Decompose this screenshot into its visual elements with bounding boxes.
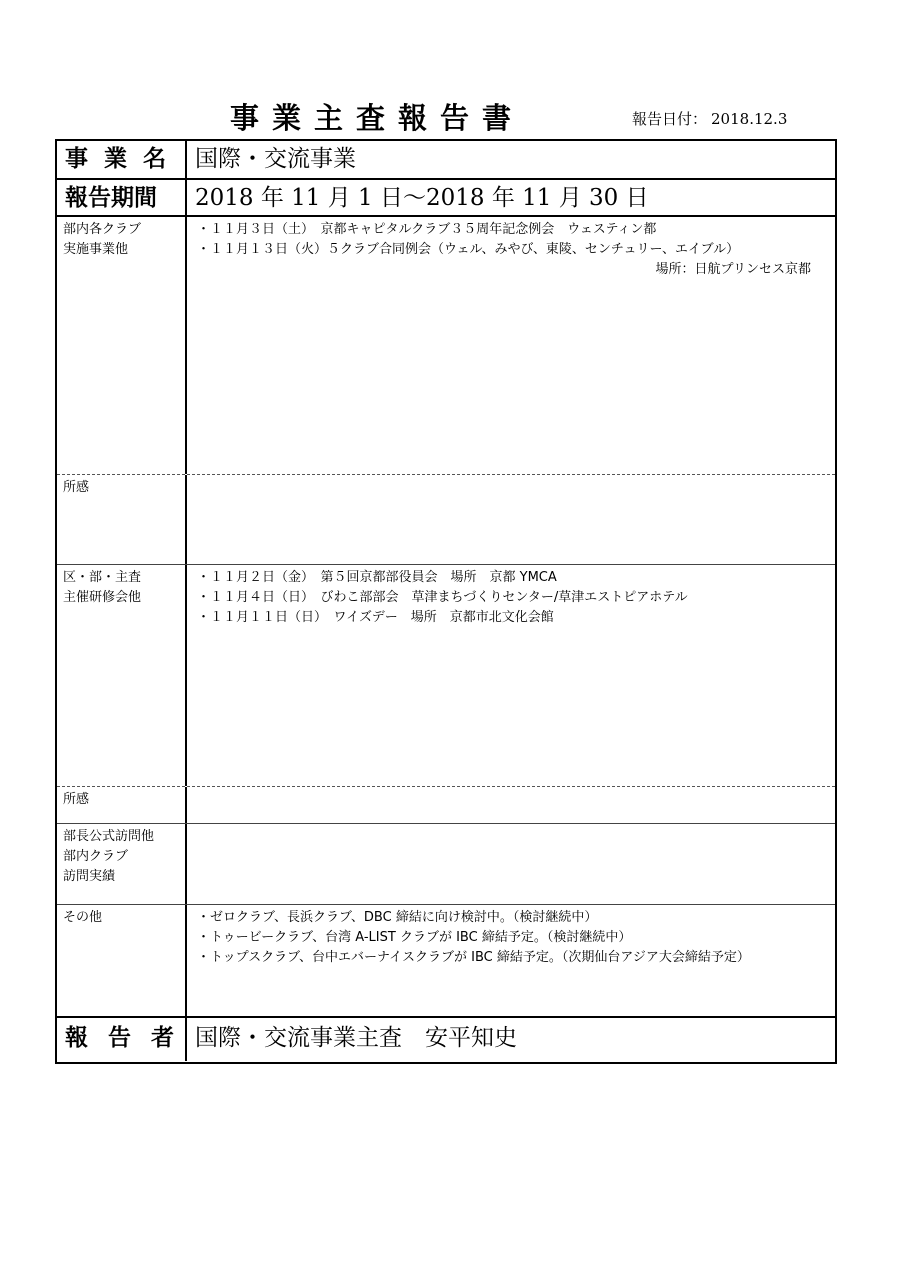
impression-label-2: 所感 (57, 787, 187, 823)
training-row (57, 565, 835, 787)
business-name-value: 国際・交流事業 (195, 146, 356, 172)
report-date-value: 2018.12.3 (711, 110, 788, 128)
other-content (187, 905, 835, 1016)
other-row (57, 905, 835, 1018)
reporter-row (57, 1018, 835, 1061)
visits-content (187, 824, 835, 904)
visits-row (57, 824, 835, 905)
period-row (57, 180, 835, 217)
report-form (55, 139, 837, 1064)
club-event-location: 場所：日航プリンセス京都 (655, 262, 811, 277)
club-events-content (187, 217, 835, 474)
business-name-label: 事業名 (57, 141, 187, 178)
period-value: 2018 年 11 月 1 日～2018 年 11 月 30 日 (195, 185, 649, 211)
club-events-label: 部内各クラブ 実施事業他 (57, 217, 187, 474)
club-events-row (57, 217, 835, 475)
impression-row-2 (57, 787, 835, 824)
impression-label-1: 所感 (57, 475, 187, 564)
visits-label: 部長公式訪問他 部内クラブ 訪問実績 (57, 824, 187, 904)
impression-row-1 (57, 475, 835, 565)
training-label: 区・部・主査 主催研修会他 (57, 565, 187, 786)
report-date-label: 報告日付： (632, 110, 708, 128)
business-name-row (57, 141, 835, 180)
other-label: その他 (57, 905, 187, 1016)
document-title: 事業主査報告書 (230, 101, 525, 135)
other-item: ・トップスクラブ、台中エバーナイスクラブが IBC 締結予定。（次期仙台アジア大会締結予定） (197, 950, 750, 965)
training-item: ・１１月４日（日） びわこ部部会 草津まちづくりセンター/草津エストピアホテル (197, 590, 688, 605)
club-event-item: ・１１月１３日（火）５クラブ合同例会（ウェル、みやび、東陵、センチュリー、エイブル） (197, 242, 740, 257)
training-item: ・１１月１１日（日） ワイズデー 場所 京都市北文化会館 (197, 610, 554, 625)
impression-content-1 (187, 475, 835, 564)
impression-content-2 (187, 787, 835, 823)
other-item: ・トゥービークラブ、台湾 A-LIST クラブが IBC 締結予定。（検討継続中） (197, 930, 632, 945)
period-label: 報告期間 (57, 180, 187, 215)
club-event-item: ・１１月３日（土） 京都キャピタルクラブ３５周年記念例会 ウェスティン都 (197, 222, 657, 237)
other-item: ・ゼロクラブ、長浜クラブ、DBC 締結に向け検討中。（検討継続中） (197, 910, 598, 925)
report-date (632, 108, 787, 129)
training-content (187, 565, 835, 786)
reporter-label: 報告者 (57, 1018, 187, 1061)
reporter-value: 国際・交流事業主査 安平知史 (195, 1025, 517, 1051)
training-item: ・１１月２日（金） 第５回京都部役員会 場所 京都 YMCA (197, 570, 557, 585)
